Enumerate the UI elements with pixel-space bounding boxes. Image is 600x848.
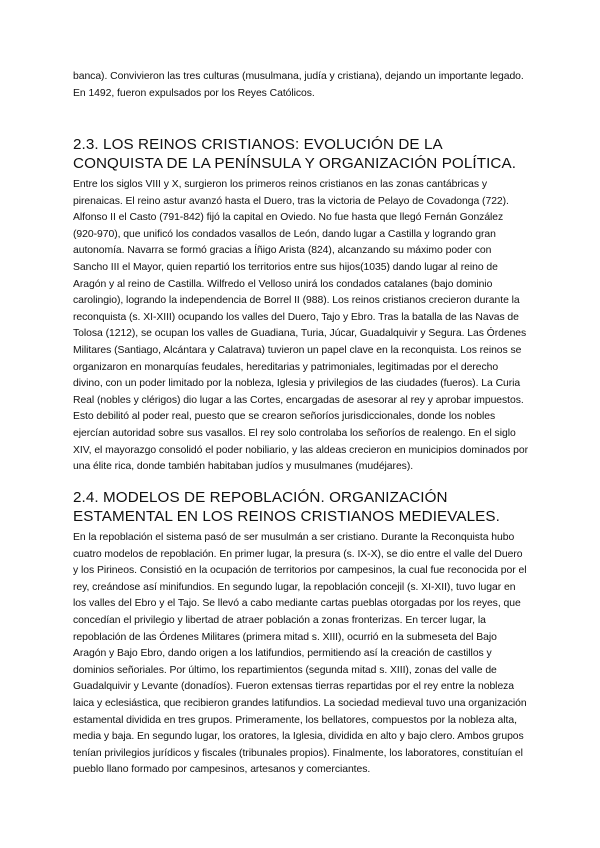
section-body-2-4: En la repoblación el sistema pasó de ser musulmán a ser cristiano. Durante la Reconquista hubo cuatro modelos de repoblación. En primer lugar, la presura (s. IX-X), se dio entre el valle del Duero y los Pirineos. Consistió en la ocupación de territorios por campesinos, la cual fue reconocida por el rey, creándose así minifundios. En segundo lugar, la repoblación concejil (s. XI-XII), tuvo lugar en los valles del Ebro y el Tajo. Se llevó a cabo mediante cartas pueblas otorgadas por los reyes, que concedían el privilegio y libertad de atraer población a zonas fronterizas. En tercer lugar, la repoblación de las Órdenes Militares (primera mitad s. XIII), ocurrió en la submeseta del Bajo Aragón y Bajo Ebro, dando origen a los latifundios, permitiendo así la creación de castillos y dominios señoriales. Por último, los repartimientos (segunda mitad s. XIII), zonas del valle de Guadalquivir y Levante (donadíos). Fueron extensas tierras repartidas por el rey entre la nobleza laica y eclesiástica, que recibieron grandes latifundios. La sociedad medieval tuvo una organización estamental dividida en tres grupos. Primeramente, los bellatores, compuestos por la nobleza alta, media y baja. En segundo lugar, los oratores, la Iglesia, dividida en alto y bajo clero. Ambos grupos tenían privilegios jurídicos y fiscales (tribunales propios). Finalmente, los laboratores, constituían el pueblo llano formado por campesinos, artesanos y comerciantes. xyxy=(73,532,527,776)
intro-paragraph: banca). Convivieron las tres culturas (musulmana, judía y cristiana), dejando un importante legado. En 1492, fueron expulsados por los Reyes Católicos. xyxy=(73,71,524,99)
section-body-2-3: Entre los siglos VIII y X, surgieron los primeros reinos cristianos en las zonas cantábricas y pirenaicas. El reino astur avanzó hasta el Duero, tras la victoria de Pelayo de Covadonga (722). Alfonso II el Casto (791-842) fijó la capital en Oviedo. No fue hasta que llegó Fernán González (920-970), que unificó los condados vasallos de León, dando lugar a Castilla y logrando gran autonomía. Navarra se formó gracias a Íñigo Arista (824), alcanzando su máximo poder con Sancho III el Mayor, quien repartió los territorios entre sus hijos(1035) dando lugar al reino de Aragón y al reino de Castilla. Wilfredo el Velloso unirá los condados catalanes (bajo dominio carolingio), logrando la independencia de Borrel II (988). Los reinos cristianos crecieron durante la reconquista (s. XI-XIII) ocupando los valles del Duero, Tajo y Ebro. Tras la batalla de las Navas de Tolosa (1212), se ocupan los valles de Guadiana, Turia, Júcar, Guadalquivir y Segura. Las Órdenes Militares (Santiago, Alcántara y Calatrava) tuvieron un papel clave en la reconquista. Los reinos se organizaron en monarquías feudales, hereditarias y patrimoniales, legitimadas por el derecho divino, con un poder limitado por la nobleza, Iglesia y privilegios de las ciudades (fueros). La Curia Real (nobles y clérigos) dio lugar a las Cortes, encargadas de asesorar al rey y aprobar impuestos. Esto debilitó al poder real, puesto que se crearon señoríos jurisdiccionales, donde los nobles ejercían autoridad sobre sus vasallos. El rey solo controlaba los señoríos de realengo. En el siglo XIV, el mayorazgo consolidó el poder nobiliario, y las aldeas crecieron en municipios dominados por una élite rica, donde también habitaban judíos y musulmanes (mudéjares). xyxy=(73,179,528,473)
section-heading-2-4: 2.4. MODELOS DE REPOBLACIÓN. ORGANIZACIÓN ESTAMENTAL EN LOS REINOS CRISTIANOS MEDIEVALES. xyxy=(73,489,500,525)
section-heading-2-3: 2.3. LOS REINOS CRISTIANOS: EVOLUCIÓN DE LA CONQUISTA DE LA PENÍNSULA Y ORGANIZACIÓN POLÍTICA. xyxy=(73,136,517,172)
